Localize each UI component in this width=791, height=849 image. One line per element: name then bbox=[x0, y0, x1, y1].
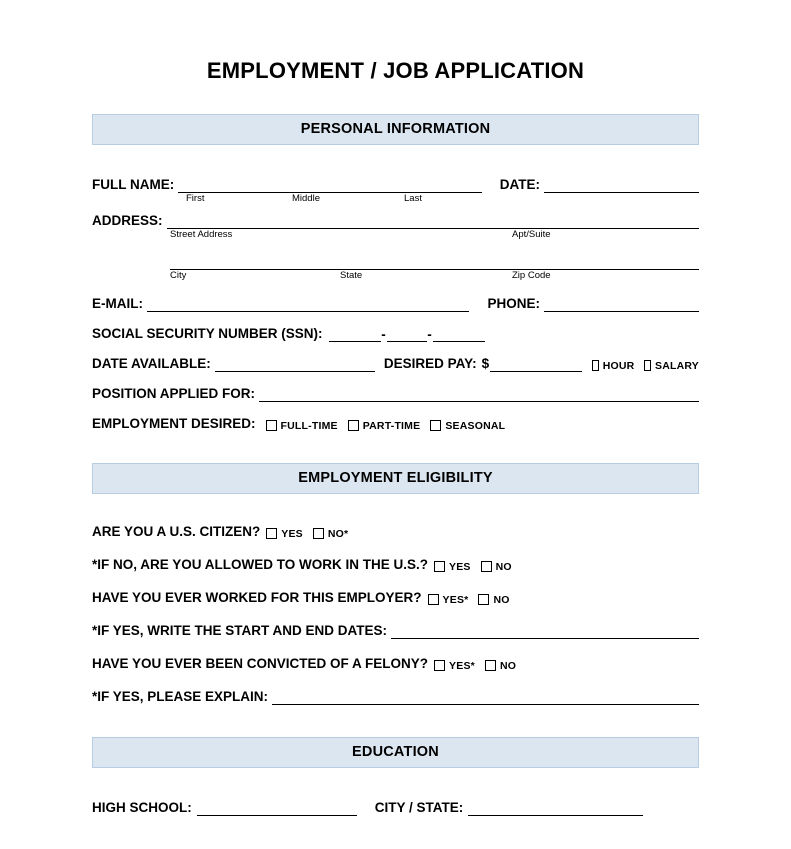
desired-pay-label: DESIRED PAY: bbox=[383, 356, 477, 371]
currency-symbol: $ bbox=[481, 356, 490, 371]
checkbox-label-work-allowed-no: NO bbox=[495, 561, 512, 573]
checkbox-label-hour: HOUR bbox=[602, 360, 635, 372]
question-start-end-dates-label: *IF YES, WRITE THE START AND END DATES: bbox=[92, 623, 388, 638]
checkbox-felony-yes[interactable] bbox=[434, 660, 445, 671]
question-felony-explain-label: *IF YES, PLEASE EXPLAIN: bbox=[92, 689, 269, 704]
hint-street-address: Street Address bbox=[170, 229, 233, 240]
street-address-input[interactable] bbox=[167, 213, 699, 229]
address-row-2 bbox=[92, 254, 699, 270]
application-form-page bbox=[0, 58, 791, 849]
hint-zip-code: Zip Code bbox=[512, 270, 551, 281]
felony-explain-input[interactable] bbox=[272, 689, 699, 705]
address-hints-2 bbox=[92, 270, 699, 284]
page-title: EMPLOYMENT / JOB APPLICATION bbox=[206, 58, 585, 83]
question-worked-before-label: HAVE YOU EVER WORKED FOR THIS EMPLOYER? bbox=[92, 590, 422, 605]
employment-desired-label: EMPLOYMENT DESIRED: bbox=[92, 416, 256, 431]
high-school-input[interactable] bbox=[197, 800, 357, 816]
full-name-label: FULL NAME: bbox=[92, 177, 175, 192]
section-header-personal-information: PERSONAL INFORMATION bbox=[92, 114, 699, 145]
checkbox-label-felony-no: NO bbox=[499, 660, 517, 672]
question-citizen-label: ARE YOU A U.S. CITIZEN? bbox=[92, 524, 261, 539]
position-row bbox=[92, 386, 699, 402]
address-label: ADDRESS: bbox=[92, 213, 163, 228]
start-end-dates-input[interactable] bbox=[391, 623, 699, 639]
checkbox-work-allowed-no[interactable] bbox=[481, 561, 492, 572]
full-name-hints bbox=[92, 193, 699, 207]
ssn-dash-1: - bbox=[381, 327, 386, 342]
hint-last: Last bbox=[404, 193, 422, 204]
ssn-label: SOCIAL SECURITY NUMBER (SSN): bbox=[92, 326, 323, 341]
question-worked-before-row bbox=[92, 590, 699, 606]
full-name-input[interactable] bbox=[178, 177, 482, 193]
checkbox-label-part-time: PART-TIME bbox=[362, 420, 421, 432]
question-felony-explain-row bbox=[92, 689, 699, 705]
checkbox-label-salary: SALARY bbox=[655, 360, 699, 372]
city-state-zip-input[interactable] bbox=[170, 254, 699, 270]
employment-desired-row bbox=[92, 416, 699, 432]
checkbox-label-worked-before-yes: YES* bbox=[442, 594, 469, 606]
desired-pay-input[interactable] bbox=[490, 356, 582, 372]
ssn-input-part2[interactable] bbox=[387, 327, 427, 342]
question-start-end-dates-row bbox=[92, 623, 699, 639]
phone-input[interactable] bbox=[544, 296, 699, 312]
checkbox-label-citizen-no: NO* bbox=[327, 528, 349, 540]
checkbox-citizen-yes[interactable] bbox=[266, 528, 277, 539]
city-state-label: CITY / STATE: bbox=[374, 800, 464, 815]
hint-city: City bbox=[170, 270, 187, 281]
checkbox-hour[interactable] bbox=[592, 360, 599, 371]
checkbox-worked-before-yes[interactable] bbox=[428, 594, 439, 605]
ssn-input-part3[interactable] bbox=[433, 327, 485, 342]
question-work-allowed-row bbox=[92, 557, 699, 573]
checkbox-label-citizen-yes: YES bbox=[281, 528, 303, 540]
ssn-dash-2: - bbox=[427, 327, 432, 342]
hint-state: State bbox=[340, 270, 363, 281]
checkbox-label-worked-before-no: NO bbox=[493, 594, 510, 606]
availability-pay-row bbox=[92, 356, 699, 372]
checkbox-part-time[interactable] bbox=[348, 420, 359, 431]
date-label: DATE: bbox=[499, 177, 540, 192]
position-applied-for-label: POSITION APPLIED FOR: bbox=[92, 386, 256, 401]
checkbox-felony-no[interactable] bbox=[485, 660, 496, 671]
date-available-input[interactable] bbox=[215, 356, 375, 372]
checkbox-full-time[interactable] bbox=[266, 420, 277, 431]
question-felony-label: HAVE YOU EVER BEEN CONVICTED OF A FELONY? bbox=[92, 656, 429, 671]
hint-first: First bbox=[186, 193, 205, 204]
ssn-input-part1[interactable] bbox=[329, 327, 381, 342]
email-label: E-MAIL: bbox=[92, 296, 143, 311]
hint-apt-suite: Apt/Suite bbox=[512, 229, 551, 240]
email-phone-row bbox=[92, 296, 699, 312]
checkbox-label-seasonal: SEASONAL bbox=[445, 420, 506, 432]
checkbox-worked-before-no[interactable] bbox=[478, 594, 489, 605]
full-name-row bbox=[92, 177, 699, 193]
question-citizen-row bbox=[92, 524, 699, 540]
ssn-row bbox=[92, 326, 699, 342]
checkbox-label-felony-yes: YES* bbox=[449, 660, 475, 672]
hint-middle: Middle bbox=[292, 193, 320, 204]
question-work-allowed-label: *IF NO, ARE YOU ALLOWED TO WORK IN THE U.S.? bbox=[92, 557, 429, 572]
position-applied-for-input[interactable] bbox=[259, 386, 699, 402]
checkbox-label-work-allowed-yes: YES bbox=[449, 561, 471, 573]
date-input[interactable] bbox=[544, 177, 699, 193]
checkbox-citizen-no[interactable] bbox=[313, 528, 324, 539]
address-hints-1 bbox=[92, 229, 699, 243]
section-header-employment-eligibility: EMPLOYMENT ELIGIBILITY bbox=[92, 463, 699, 494]
question-felony-row bbox=[92, 656, 699, 672]
high-school-row bbox=[92, 800, 699, 816]
city-state-input[interactable] bbox=[468, 800, 643, 816]
phone-label: PHONE: bbox=[487, 296, 540, 311]
email-input[interactable] bbox=[147, 296, 469, 312]
checkbox-label-full-time: FULL-TIME bbox=[280, 420, 338, 432]
section-header-education: EDUCATION bbox=[92, 737, 699, 768]
checkbox-seasonal[interactable] bbox=[430, 420, 441, 431]
checkbox-salary[interactable] bbox=[644, 360, 651, 371]
date-available-label: DATE AVAILABLE: bbox=[92, 356, 211, 371]
address-row bbox=[92, 213, 699, 229]
high-school-label: HIGH SCHOOL: bbox=[92, 800, 192, 815]
checkbox-work-allowed-yes[interactable] bbox=[434, 561, 445, 572]
